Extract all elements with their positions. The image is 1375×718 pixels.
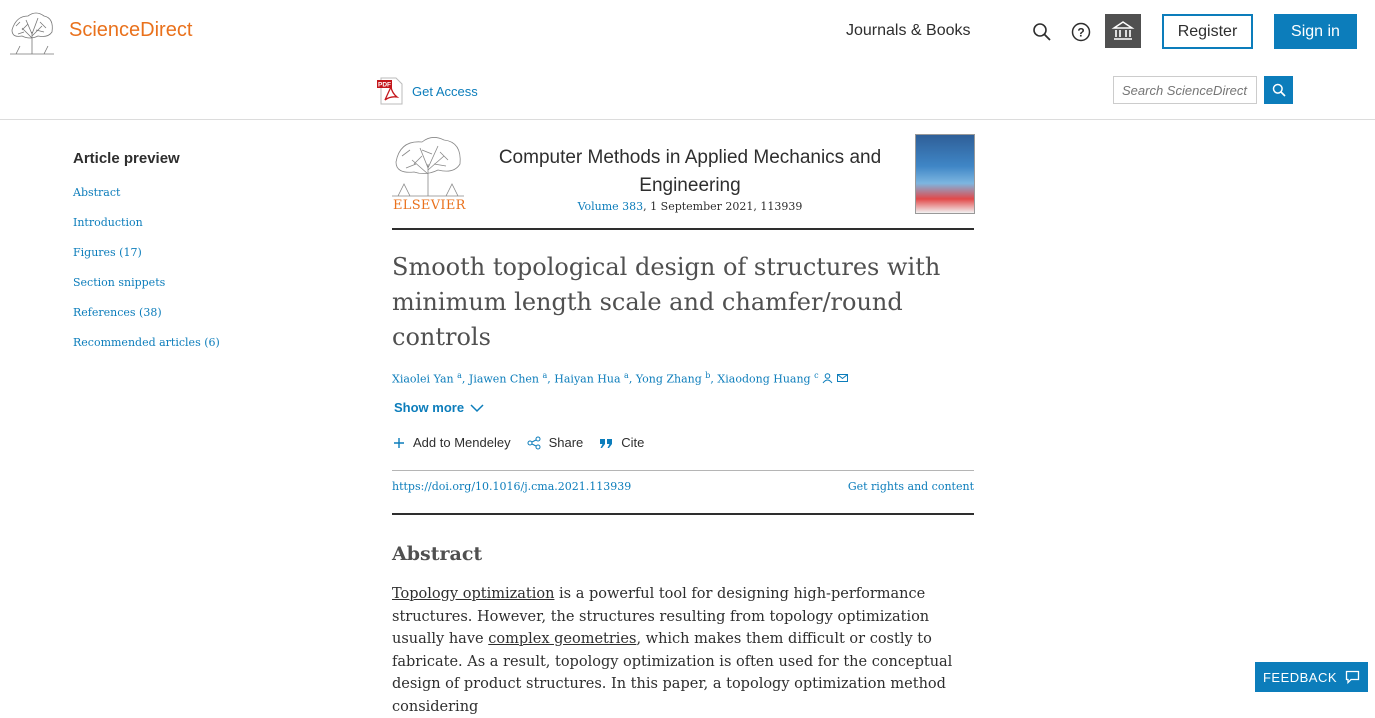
add-to-mendeley-label: Add to Mendeley [413,435,511,450]
sidebar-item-section-snippets[interactable]: Section snippets [73,276,166,289]
person-icon[interactable] [822,373,833,383]
journal-header [392,134,974,230]
elsevier-tree-logo-icon[interactable] [392,134,464,198]
sidebar-item-abstract[interactable]: Abstract [73,186,121,199]
chat-bubble-icon [1345,670,1360,684]
volume-link[interactable]: Volume 383 [577,200,644,213]
top-header [0,0,1375,64]
chevron-down-icon [470,403,484,413]
journal-cover-image[interactable] [915,134,975,214]
cite-button[interactable] [599,435,644,450]
institution-access-button[interactable] [1105,14,1141,48]
abstract-text [392,583,962,718]
get-access-link[interactable]: Get Access [412,84,478,99]
article-preview-sidebar [73,150,293,366]
share-icon [527,436,541,450]
feedback-button[interactable] [1255,662,1368,692]
elsevier-wordmark: ELSEVIER [393,198,466,213]
sidebar-item-figures[interactable]: Figures (17) [73,246,142,259]
abstract-heading: Abstract [392,543,483,565]
show-more-label: Show more [394,400,465,415]
sidebar-item-references[interactable]: References (38) [73,306,162,319]
pdf-icon[interactable] [377,77,405,105]
term-link[interactable]: Topology optimization [392,586,555,602]
affiliation-mark[interactable]: a [542,371,548,380]
svg-text:?: ? [1077,25,1085,40]
doi-row [392,470,974,515]
doi-link[interactable]: https://doi.org/10.1016/j.cma.2021.113939 [392,480,632,493]
affiliation-mark[interactable]: a [624,371,629,380]
register-button[interactable]: Register [1162,14,1253,49]
search-input[interactable] [1113,76,1257,104]
search-icon [1272,83,1286,97]
sidebar-title: Article preview [73,150,180,167]
author-link[interactable]: Jiawen Chen [468,372,539,386]
search-icon[interactable] [1032,22,1052,42]
issue-date: , 1 September 2021, 113939 [643,200,803,213]
share-button[interactable] [527,435,584,450]
abstract-text-part: , which makes them difficult or costly to fabricate. As a result, topology optimization is often used for the conceptual design of product structures. In this paper, a topology optimization method considering [392,631,953,715]
author-link[interactable]: Xiaolei Yan [392,372,454,386]
article-toolbar [0,64,1375,120]
affiliation-mark[interactable]: c [814,371,819,380]
add-to-mendeley-button[interactable] [393,435,511,450]
plus-icon [393,437,405,449]
article-actions [393,435,644,450]
share-label: Share [548,435,584,450]
journals-books-link[interactable]: Journals & Books [846,22,971,39]
journal-title[interactable]: Computer Methods in Applied Mechanics and Engineering [498,147,882,196]
show-more-button[interactable] [394,400,484,415]
search-submit-button[interactable] [1264,76,1293,104]
author-link[interactable]: Yong Zhang [635,372,702,386]
elsevier-tree-logo-icon[interactable] [8,10,56,54]
abstract-text-part: is a powerful tool for designing high-performance structures. However, the structures resulting from topology optimization usually have [392,586,930,647]
term-link[interactable]: complex geometries [488,631,637,647]
sidebar-item-recommended-articles[interactable]: Recommended articles (6) [73,336,220,349]
affiliation-mark[interactable]: a [457,371,462,380]
author-link[interactable]: Xiaodong Huang [717,372,811,386]
sciencedirect-brand[interactable]: ScienceDirect [69,19,193,41]
author-link[interactable]: Haiyan Hua [554,372,621,386]
article-title: Smooth topological design of structures with minimum length scale and chamfer/round controls [392,253,941,351]
journal-issue-info [480,200,900,213]
affiliation-mark[interactable]: b [705,371,711,380]
feedback-label: FEEDBACK [1262,669,1338,685]
institution-icon [1112,20,1134,42]
cite-label: Cite [621,435,645,450]
email-icon[interactable] [837,373,848,383]
rights-link[interactable]: Get rights and content [847,480,974,493]
svg-text:PDF: PDF [378,81,391,89]
quote-icon [599,437,613,449]
sidebar-item-introduction[interactable]: Introduction [73,216,143,229]
sign-in-button[interactable]: Sign in [1274,14,1357,49]
help-icon[interactable] [1071,22,1091,42]
author-list: Xiaolei Yan $^a$, Jiawen Chen $^a$, Haiyan Hua $^a$, Yong Zhang $^b$, Xiaodong Huang $^c$ [392,371,972,386]
